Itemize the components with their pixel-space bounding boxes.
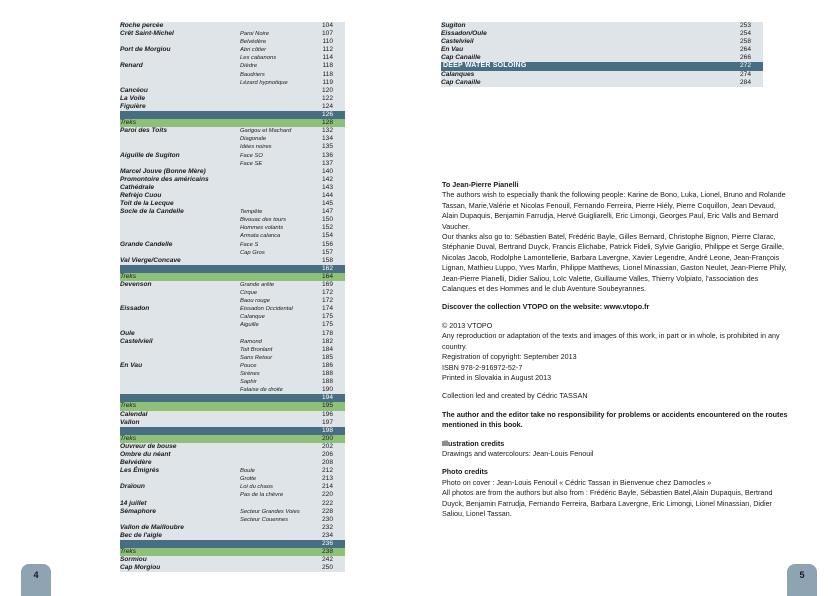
index-row [120, 354, 345, 362]
index-entry-page: 190 [321, 386, 333, 394]
index-entry-name: Crêt Saint-Michel [120, 30, 174, 38]
index-row [120, 152, 345, 160]
index-entry-page: 128 [321, 119, 333, 127]
index-entry-name: Devenson [120, 281, 152, 288]
index-row [120, 176, 345, 184]
sector-header [23, 264, 345, 273]
index-entry-page: 104 [321, 22, 333, 29]
index-entry-name: Promontoire des américains [120, 175, 209, 183]
index-entry-page: 208 [321, 459, 333, 467]
index-entry-page: 110 [322, 38, 333, 46]
index-row [120, 297, 345, 305]
illustration-credits-text: Drawings and watercolours: Jean-Louis Fenouil [442, 448, 594, 458]
index-entry-page: 178 [321, 329, 333, 337]
index-row [120, 370, 345, 378]
index-entry-name: CAP CANAILLE [23, 426, 78, 434]
index-row [120, 184, 345, 192]
index-entry-page: 118 [322, 70, 333, 78]
index-entry-page: 175 [321, 321, 333, 329]
index-row [120, 524, 345, 532]
disclaimer: The author and the editor take no responsibility for problems or accidents encountered on the routes mentioned in this book. [442, 409, 788, 430]
index-entry-name: Treks [120, 402, 136, 410]
index-entry-name: Bec de l'aigle [120, 531, 162, 539]
index-entry-route: Bivouac des tours [240, 217, 287, 224]
index-entry-page: 234 [321, 531, 333, 539]
index-row [120, 127, 345, 135]
index-entry-route: Armata calanca [240, 233, 281, 240]
index-entry-name: En Vau [441, 46, 464, 54]
index-entry-name: Draïoun [120, 483, 145, 491]
index-entry-name: Eissadon [120, 305, 150, 313]
index-entry-name: Vallon [120, 418, 140, 426]
index-entry-name: DEEP WATER SOLOING [443, 62, 527, 70]
discover-line: Discover the collection VTOPO on the website: www.vtopo.fr [442, 302, 650, 312]
index-entry-page: 152 [321, 224, 333, 232]
index-entry-route: Cirque [240, 290, 258, 297]
index-entry-name: Cap Canaille [441, 54, 481, 62]
index-row [120, 564, 345, 572]
index-entry-name: Sugiton [441, 22, 466, 29]
index-entry-page: 122 [321, 94, 333, 102]
index-entry-page: 213 [321, 475, 333, 483]
index-entry-name: Cap Morgiou [120, 564, 161, 572]
index-entry-page: 169 [321, 281, 333, 288]
index-row [120, 491, 345, 499]
index-entry-page: 172 [321, 289, 333, 297]
index-entry-name: Refrèjo Cuou [120, 191, 162, 199]
index-entry-route: Abri côtier [240, 47, 267, 54]
index-row [120, 362, 345, 370]
index-row [120, 232, 345, 240]
index-entry-route: Sans Retour [240, 354, 273, 361]
index-entry-name: SUGITON/CANDELLE [23, 111, 99, 119]
index-entry-route: Dièdre [240, 63, 258, 70]
trek-row [120, 273, 345, 281]
index-entry-name: Treks [120, 119, 136, 127]
copyright-line: © 2013 VTOPO [442, 320, 493, 330]
index-row [120, 224, 345, 232]
index-row [441, 46, 763, 54]
trek-row [120, 119, 345, 127]
index-entry-page: 214 [321, 483, 333, 491]
index-entry-name: Toit de la Lecque [120, 200, 174, 208]
index-row [441, 30, 763, 38]
index-entry-page: 147 [321, 208, 333, 216]
index-row [120, 346, 345, 354]
index-row [441, 54, 763, 62]
index-row [120, 71, 345, 79]
index-entry-page: 284 [739, 78, 751, 86]
index-entry-route: Ramond [240, 338, 262, 345]
index-entry-page: 137 [321, 159, 333, 167]
index-entry-name: Les Émigrés [120, 467, 160, 475]
index-entry-route: Face SE [240, 160, 263, 167]
index-row [120, 475, 345, 483]
index-entry-name: Cathédrale [120, 183, 155, 191]
index-entry-name: Paroi des Toits [120, 127, 168, 135]
index-entry-route: Tempête [240, 209, 263, 216]
index-entry-route: Sirènes [240, 371, 260, 378]
index-entry-name: Calendal [120, 410, 148, 418]
index-row [120, 281, 345, 289]
index-entry-route: Loi du chaos [240, 484, 273, 491]
index-entry-name: CASSIS [23, 394, 51, 402]
index-entry-page: 136 [321, 151, 333, 159]
index-entry-page: 144 [321, 191, 333, 199]
index-row [120, 443, 345, 451]
index-entry-page: 188 [321, 370, 333, 378]
index-row [120, 305, 345, 313]
index-entry-page: 156 [321, 240, 333, 248]
index-entry-name: Cap Canaille [441, 78, 481, 86]
sector-header [23, 426, 345, 435]
index-entry-route: Secteur Couennes [240, 516, 289, 523]
index-entry-route: Grotte [240, 476, 257, 483]
index-entry-route: Face S [240, 241, 259, 248]
index-row [120, 467, 345, 475]
index-row [120, 22, 345, 30]
index-entry-page: 236 [321, 540, 333, 547]
index-row [120, 46, 345, 54]
index-row [120, 160, 345, 168]
index-row [120, 508, 345, 516]
index-entry-page: 254 [739, 30, 751, 38]
index-entry-page: 200 [321, 434, 333, 442]
index-entry-page: 119 [322, 78, 333, 86]
index-row [120, 338, 345, 346]
right-page-number: 5 [799, 570, 805, 580]
index-entry-route: Boule [240, 468, 255, 475]
index-row [120, 87, 345, 95]
index-entry-name: Renard [120, 62, 143, 70]
index-entry-page: 140 [321, 167, 333, 175]
index-row [120, 38, 345, 46]
index-row [120, 330, 345, 338]
index-entry-page: 197 [321, 418, 333, 426]
credits-block [442, 180, 790, 519]
index-entry-route: Garigou et Machard [240, 128, 292, 135]
index-entry-name: Treks [120, 548, 136, 556]
left-page-tab [21, 564, 51, 596]
index-entry-page: 228 [321, 507, 333, 515]
registration-line: Registration of copyright: September 2013 [442, 352, 577, 362]
index-entry-name: Treks [120, 272, 136, 280]
index-entry-page: 274 [739, 70, 751, 78]
index-entry-name: Cancéou [120, 86, 148, 94]
index-row [120, 556, 345, 564]
index-entry-route: Les cabanons [240, 55, 277, 62]
index-entry-name: 14 juillet [120, 499, 147, 507]
index-entry-page: 126 [321, 111, 333, 119]
trek-row [120, 402, 345, 410]
index-entry-route: Secteur Grandes Voies [240, 508, 300, 515]
printed-line: Printed in Slovakia in August 2013 [442, 372, 552, 382]
index-entry-name: Sémaphore [120, 507, 156, 515]
index-entry-route: Falaise de droite [240, 387, 283, 394]
index-entry-page: 162 [321, 264, 333, 272]
index-entry-route: Diagonale [240, 136, 267, 143]
index-row [120, 79, 345, 87]
index-entry-route: Lézard hypnotique [240, 79, 288, 86]
index-entry-page: 196 [321, 410, 333, 418]
index-entry-page: 194 [321, 394, 333, 402]
index-entry-page: 172 [321, 297, 333, 305]
index-entry-page: 134 [321, 135, 333, 143]
index-entry-name: Ouvreur de bouse [120, 442, 177, 450]
index-row [120, 483, 345, 491]
index-entry-page: 272 [739, 62, 751, 70]
index-entry-route: Toit Bronlant [240, 346, 273, 353]
index-entry-name: Marcel Jouve (Bonne Mère) [120, 167, 206, 175]
index-row [120, 168, 345, 176]
index-entry-page: 182 [321, 337, 333, 345]
index-entry-name: Castelvieil [441, 38, 474, 46]
index-entry-name: Vallon de Mailloubre [120, 523, 184, 531]
index-entry-page: 220 [321, 491, 333, 499]
index-entry-route: Saphir [240, 379, 257, 386]
index-entry-page: 132 [321, 127, 333, 135]
index-entry-route: Pas de la chèvre [240, 492, 284, 499]
index-entry-name: Roche percée [120, 22, 164, 29]
isbn-line: ISBN 978-2-916972-52-7 [442, 362, 523, 372]
index-entry-page: 238 [321, 548, 333, 556]
dedication-title: To Jean-Pierre Pianelli [442, 180, 519, 189]
index-entry-name: Val Vierge/Concave [120, 256, 181, 264]
index-entry-page: 185 [321, 353, 333, 361]
index-row [120, 216, 345, 224]
index-row [120, 200, 345, 208]
index-entry-page: 158 [321, 256, 333, 264]
index-row [120, 451, 345, 459]
index-entry-route: Eissadon Occidental [240, 306, 293, 313]
index-row [120, 257, 345, 265]
reproduction-notice: Any reproduction or adaptation of the texts and images of this work, in part or in whole, is prohibited in any country. [442, 331, 780, 351]
index-entry-name: Ombre du néant [120, 450, 171, 458]
index-entry-route: Calanque [240, 314, 265, 321]
index-entry-page: 124 [321, 102, 333, 110]
index-row [120, 313, 345, 321]
index-row [120, 54, 345, 62]
index-row [120, 411, 345, 419]
index-row [120, 289, 345, 297]
index-entry-name: Oule [120, 329, 135, 337]
index-row [120, 143, 345, 151]
index-entry-page: 206 [321, 450, 333, 458]
index-entry-page: 112 [322, 46, 333, 54]
index-row [120, 516, 345, 524]
index-entry-page: 188 [321, 378, 333, 386]
index-entry-name: Belvédère [120, 459, 152, 467]
index-entry-page: 230 [321, 515, 333, 523]
index-entry-page: 212 [321, 467, 333, 475]
index-row [120, 419, 345, 427]
index-entry-route: Idées noires [240, 144, 272, 151]
index-entry-name: En Vau [120, 361, 143, 369]
index-entry-name: Treks [120, 434, 136, 442]
sector-header [23, 540, 345, 548]
index-row [120, 241, 345, 249]
left-page-number: 4 [33, 570, 39, 580]
index-row [120, 249, 345, 257]
index-row [120, 95, 345, 103]
index-row [120, 386, 345, 394]
index-entry-name: Socle de la Candelle [120, 208, 184, 216]
index-entry-page: 250 [321, 564, 333, 572]
trek-row [120, 548, 345, 556]
index-entry-page: 114 [322, 54, 333, 62]
index-entry-page: 143 [321, 183, 333, 191]
index-entry-route: Paroi Noire [240, 31, 269, 38]
sector-header [441, 62, 763, 70]
index-entry-page: 195 [321, 402, 333, 410]
index-entry-route: Cap Gros [240, 249, 265, 256]
index-entry-page: 142 [321, 175, 333, 183]
index-entry-name: Figuière [120, 102, 146, 110]
index-entry-name: Castelvieil [120, 337, 153, 345]
index-row [120, 30, 345, 38]
index-entry-page: 150 [321, 216, 333, 224]
index-row [120, 192, 345, 200]
index-entry-page: 198 [321, 426, 333, 434]
index-entry-route: Aiguille [240, 322, 259, 329]
index-row [441, 38, 763, 46]
index-row [120, 321, 345, 329]
index-row [441, 79, 763, 87]
collection-line: Collection led and created by Cédric TASSAN [442, 391, 588, 401]
index-entry-route: Baudriers [240, 71, 265, 78]
index-entry-page: 222 [321, 499, 333, 507]
index-entry-page: 186 [321, 361, 333, 369]
index-row [120, 62, 345, 70]
index-entry-page: 157 [321, 248, 333, 256]
index-row [120, 103, 345, 111]
index-row [120, 459, 345, 467]
index-entry-name: Sormiou [120, 556, 147, 564]
index-entry-name: Calanques [441, 70, 475, 78]
index-entry-page: 253 [739, 22, 751, 29]
photo-all-credit: All photos are from the authors but also from : Frédéric Bayle, Sébastien Batel,Alain Dupaquis, Bertrand Duyck, Benjamin Farrudja, Fernando Ferreira, Barbara Lavergne, Eric Limongi, Lionel Minassian, Didier Saliou, Lionel Tassan. [442, 488, 773, 518]
index-entry-page: 184 [321, 345, 333, 353]
sector-header [23, 394, 345, 402]
index-entry-route: Grande arête [240, 282, 275, 288]
sector-header [23, 111, 345, 119]
index-row [120, 532, 345, 540]
index-row [120, 500, 345, 508]
right-page-tab [787, 564, 817, 596]
index-row [120, 378, 345, 386]
index-entry-page: 107 [321, 30, 333, 38]
illustration-credits-title: Illustration credits [442, 438, 505, 448]
index-entry-name: GARDIOLE [23, 264, 62, 272]
index-entry-page: 202 [321, 442, 333, 450]
index-entry-page: 175 [321, 313, 333, 321]
index-entry-page: 120 [321, 86, 333, 94]
right-index-table [441, 22, 763, 87]
index-row [441, 71, 763, 79]
index-entry-page: 174 [321, 305, 333, 313]
thanks-also-paragraph: Our thanks also go to: Sébastien Batel, Frédéric Bayle, Gilles Bernard, Christophe Bignon, Pierre Clarac, Stéphanie Duval, Bertrand Duyck, Francis Elichabe, Patrick Fideli, Sylvie Gariglio, Philippe et Serge Graille, Nicolas Jacob, Rodolphe Lamontellerie, Barbara Lavergne, Xavier Legendre, André Leone, Jean-François Lignan, Mathieu Luppo, Yves Marfin, Philippe Matthews, Lionel Minassian, Gaston Neulet, Jean-Pierre Phily, Jean-Pierre Pianelli, Didier Saliou, Loïc Valette, Guillaume Valles, Thierry Volpiato, l'association des Calanques et des Hommes and le club Aventure Soubeyrannes. [442, 232, 787, 294]
index-entry-name: TRAVERSES [23, 540, 68, 547]
index-row [441, 22, 763, 30]
thanks-paragraph: The authors wish to especially thank the following people: Karine de Bono, Luka, Lionel, Bruno and Rolande Tassan, Marie,Valérie et Nicolas Fenouil, Fernando Ferreira, Pierre Hiély, Pierre Coquillon, Jean Devaud, Alain Dupaquis, Benjamin Farrudja, Hervé Guigliarelli, Eric Limongi, Georges Paul, Eric Valls and Bernard Vaucher. [442, 190, 786, 231]
index-entry-page: 264 [739, 46, 751, 54]
index-entry-page: 145 [321, 200, 333, 208]
left-index-table [23, 22, 345, 572]
index-entry-page: 135 [321, 143, 333, 151]
index-entry-route: Pouce [240, 362, 257, 369]
trek-row [120, 435, 345, 443]
index-entry-page: 258 [739, 38, 751, 46]
index-entry-page: 164 [321, 272, 333, 280]
photo-cover-credit: Photo on cover : Jean-Louis Fenouil « Cédric Tassan in Bienvenue chez Damocles » [442, 477, 712, 487]
index-entry-name: La Voile [120, 94, 146, 102]
index-entry-name: Port de Morgiou [120, 46, 171, 54]
photo-credits-title: Photo credits [442, 467, 488, 477]
index-entry-page: 118 [322, 62, 333, 70]
index-entry-name: Aiguille de Sugiton [120, 151, 180, 159]
index-entry-route: Baou rouge [240, 298, 270, 305]
index-row [120, 208, 345, 216]
index-entry-route: Belvédère [240, 39, 267, 46]
index-entry-name: Eissadon/Oule [441, 30, 487, 38]
index-entry-route: Face SO [240, 152, 263, 159]
index-entry-page: 266 [739, 54, 751, 62]
index-entry-page: 154 [321, 232, 333, 240]
index-row [120, 135, 345, 143]
index-entry-name: Grande Candelle [120, 240, 173, 248]
index-entry-route: Hommes volants [240, 225, 284, 232]
index-entry-page: 242 [321, 556, 333, 564]
index-entry-page: 232 [321, 523, 333, 531]
